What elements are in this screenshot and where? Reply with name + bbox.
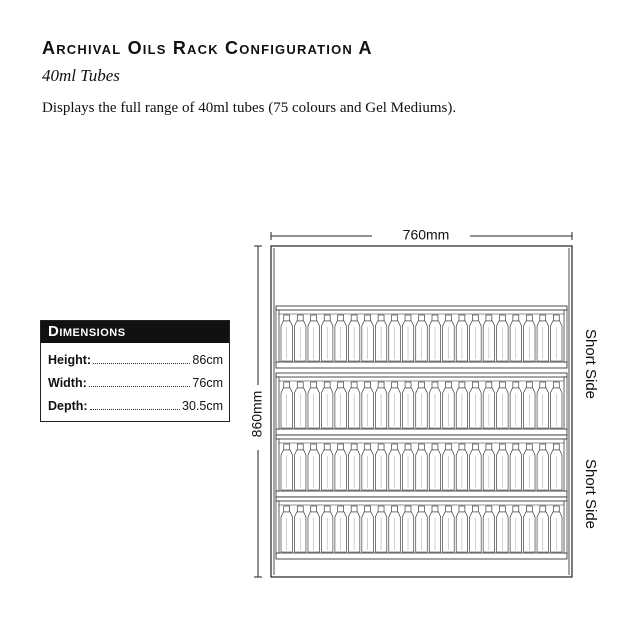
tube-cap [392, 444, 398, 450]
tube-cap [351, 506, 357, 512]
tube-cap [499, 444, 505, 450]
paint-tube [335, 315, 346, 361]
tube-cap [540, 382, 546, 388]
tube-cap [405, 382, 411, 388]
width-label: 760mm [402, 226, 450, 243]
shelf [276, 497, 567, 559]
paint-tube [537, 315, 548, 361]
paint-tube [294, 382, 305, 428]
tube-cap [284, 444, 290, 450]
tube-cap [311, 444, 317, 450]
paint-tube [375, 506, 386, 552]
paint-tube [416, 315, 427, 361]
tube-cap [540, 444, 546, 450]
tube-cap [365, 506, 371, 512]
tube-cap [486, 506, 492, 512]
paint-tube [483, 444, 494, 490]
tube-cap [338, 315, 344, 321]
paint-tube [497, 444, 508, 490]
dimension-value: 30.5cm [182, 399, 223, 413]
shelf-group [276, 306, 567, 559]
tube-cap [499, 506, 505, 512]
tube-cap [472, 444, 478, 450]
paint-tube [348, 382, 359, 428]
paint-tube [510, 315, 521, 361]
tube-cap [445, 444, 451, 450]
tube-cap [526, 444, 532, 450]
paint-tube [470, 382, 481, 428]
tube-cap [284, 315, 290, 321]
tube-cap [324, 315, 330, 321]
shelf-rail [276, 306, 567, 310]
paint-tube [348, 506, 359, 552]
paint-tube [389, 315, 400, 361]
paint-tube [308, 315, 319, 361]
tube-cap [432, 444, 438, 450]
shelf-post-right [564, 377, 567, 429]
shelf-post-right [564, 501, 567, 553]
tube-cap [486, 444, 492, 450]
paint-tube [551, 444, 562, 490]
tube-cap [513, 444, 519, 450]
tube-cap [297, 506, 303, 512]
paint-tube [497, 315, 508, 361]
tube-cap [459, 444, 465, 450]
paint-tube [335, 506, 346, 552]
shelf [276, 435, 567, 497]
paint-tube [294, 444, 305, 490]
tube-cap [284, 382, 290, 388]
paint-tube [456, 382, 467, 428]
paint-tube [429, 506, 440, 552]
paint-tube [470, 315, 481, 361]
paint-tube [510, 506, 521, 552]
dimension-label: Depth: [48, 399, 88, 413]
paint-tube [429, 315, 440, 361]
paint-tube [402, 444, 413, 490]
paint-tube [321, 506, 332, 552]
tube-cap [445, 506, 451, 512]
tube-cap [324, 444, 330, 450]
shelf-post-left [276, 310, 279, 362]
paint-tube [375, 315, 386, 361]
dimension-value: 86cm [192, 353, 223, 367]
tube-cap [338, 444, 344, 450]
paint-tube [429, 382, 440, 428]
tube-cap [459, 506, 465, 512]
paint-tube [551, 506, 562, 552]
dimensions-header: Dimensions [41, 321, 229, 343]
dimension-label: Width: [48, 376, 87, 390]
paint-tube [483, 506, 494, 552]
paint-tube [483, 382, 494, 428]
paint-tube [510, 382, 521, 428]
tube-cap [351, 315, 357, 321]
paint-tube [362, 506, 373, 552]
tube-cap [499, 315, 505, 321]
paint-tube [416, 444, 427, 490]
tube-cap [553, 315, 559, 321]
tube-cap [526, 315, 532, 321]
tube-cap [419, 444, 425, 450]
tube-cap [378, 506, 384, 512]
paint-tube [348, 315, 359, 361]
paint-tube [348, 444, 359, 490]
tube-cap [378, 382, 384, 388]
side-label-lower: Short Side [582, 458, 600, 530]
paint-tube [402, 382, 413, 428]
tube-cap [338, 382, 344, 388]
tube-cap [351, 382, 357, 388]
shelf-post-left [276, 377, 279, 429]
shelf-post-left [276, 501, 279, 553]
paint-tube [281, 506, 292, 552]
paint-tube [308, 506, 319, 552]
paint-tube [281, 315, 292, 361]
tube-cap [378, 315, 384, 321]
tube-cap [405, 506, 411, 512]
tube-cap [365, 382, 371, 388]
shelf [276, 373, 567, 435]
paint-tube [537, 444, 548, 490]
paint-tube [443, 315, 454, 361]
paint-tube [294, 315, 305, 361]
paint-tube [416, 506, 427, 552]
paint-tube [456, 506, 467, 552]
paint-tube [524, 506, 535, 552]
shelf-tray [276, 491, 567, 497]
tube-cap [472, 506, 478, 512]
tube-cap [405, 444, 411, 450]
paint-tube [537, 506, 548, 552]
tube-cap [553, 444, 559, 450]
side-label-upper: Short Side [582, 328, 600, 400]
tube-cap [365, 444, 371, 450]
tube-cap [513, 506, 519, 512]
paint-tube [362, 315, 373, 361]
tube-cap [553, 506, 559, 512]
paint-tube [321, 444, 332, 490]
paint-tube [402, 506, 413, 552]
paint-tube [551, 382, 562, 428]
paint-tube [443, 444, 454, 490]
paint-tube [470, 444, 481, 490]
shelf-tray [276, 362, 567, 368]
paint-tube [524, 315, 535, 361]
paint-tube [429, 444, 440, 490]
tube-cap [419, 382, 425, 388]
shelf-rail [276, 373, 567, 377]
dimension-label: Height: [48, 353, 92, 367]
tube-cap [311, 506, 317, 512]
paint-tube [389, 444, 400, 490]
paint-tube [524, 444, 535, 490]
tube-cap [297, 382, 303, 388]
tube-cap [472, 382, 478, 388]
shelf-post-right [564, 439, 567, 491]
paint-tube [375, 444, 386, 490]
tube-cap [513, 382, 519, 388]
paint-tube [497, 382, 508, 428]
paint-tube [335, 382, 346, 428]
tube-cap [351, 444, 357, 450]
paint-tube [483, 315, 494, 361]
paint-tube [402, 315, 413, 361]
shelf-post-left [276, 439, 279, 491]
shelf-tray [276, 553, 567, 559]
tube-cap [499, 382, 505, 388]
tube-cap [526, 506, 532, 512]
tube-cap [540, 315, 546, 321]
tube-cap [365, 315, 371, 321]
tube-cap [486, 382, 492, 388]
tube-cap [445, 315, 451, 321]
paint-tube [510, 444, 521, 490]
paint-tube [456, 315, 467, 361]
paint-tube [281, 382, 292, 428]
tube-cap [392, 506, 398, 512]
paint-tube [416, 382, 427, 428]
shelf-tray [276, 429, 567, 435]
tube-cap [324, 382, 330, 388]
paint-tube [389, 506, 400, 552]
tube-cap [297, 315, 303, 321]
tube-cap [432, 315, 438, 321]
tube-cap [553, 382, 559, 388]
tube-cap [338, 506, 344, 512]
tube-cap [311, 382, 317, 388]
paint-tube [308, 382, 319, 428]
tube-cap [392, 382, 398, 388]
shelf [276, 306, 567, 368]
shelf-rail [276, 497, 567, 501]
page-description: Displays the full range of 40ml tubes (75 colours and Gel Mediums). [42, 100, 457, 116]
paint-tube [443, 382, 454, 428]
paint-tube [443, 506, 454, 552]
paint-tube [294, 506, 305, 552]
tube-cap [392, 315, 398, 321]
paint-tube [551, 315, 562, 361]
tube-cap [432, 382, 438, 388]
tube-cap [459, 315, 465, 321]
tube-cap [513, 315, 519, 321]
tube-cap [324, 506, 330, 512]
tube-cap [419, 506, 425, 512]
shelf-post-right [564, 310, 567, 362]
paint-tube [456, 444, 467, 490]
page-title: Archival Oils Rack Configuration A [42, 38, 373, 58]
tube-cap [445, 382, 451, 388]
paint-tube [321, 382, 332, 428]
tube-cap [405, 315, 411, 321]
tube-cap [419, 315, 425, 321]
paint-tube [497, 506, 508, 552]
tube-cap [486, 315, 492, 321]
page-subtitle: 40ml Tubes [42, 66, 120, 85]
tube-cap [378, 444, 384, 450]
paint-tube [308, 444, 319, 490]
tube-cap [540, 506, 546, 512]
paint-tube [321, 315, 332, 361]
shelf-rail [276, 435, 567, 439]
height-label: 860mm [248, 390, 265, 438]
paint-tube [335, 444, 346, 490]
paint-tube [362, 382, 373, 428]
tube-cap [432, 506, 438, 512]
paint-tube [362, 444, 373, 490]
paint-tube [524, 382, 535, 428]
tube-cap [526, 382, 532, 388]
tube-cap [459, 382, 465, 388]
tube-cap [297, 444, 303, 450]
paint-tube [537, 382, 548, 428]
paint-tube [470, 506, 481, 552]
paint-tube [389, 382, 400, 428]
paint-tube [375, 382, 386, 428]
paint-tube [281, 444, 292, 490]
tube-cap [284, 506, 290, 512]
dimension-value: 76cm [192, 376, 223, 390]
tube-cap [311, 315, 317, 321]
tube-cap [472, 315, 478, 321]
